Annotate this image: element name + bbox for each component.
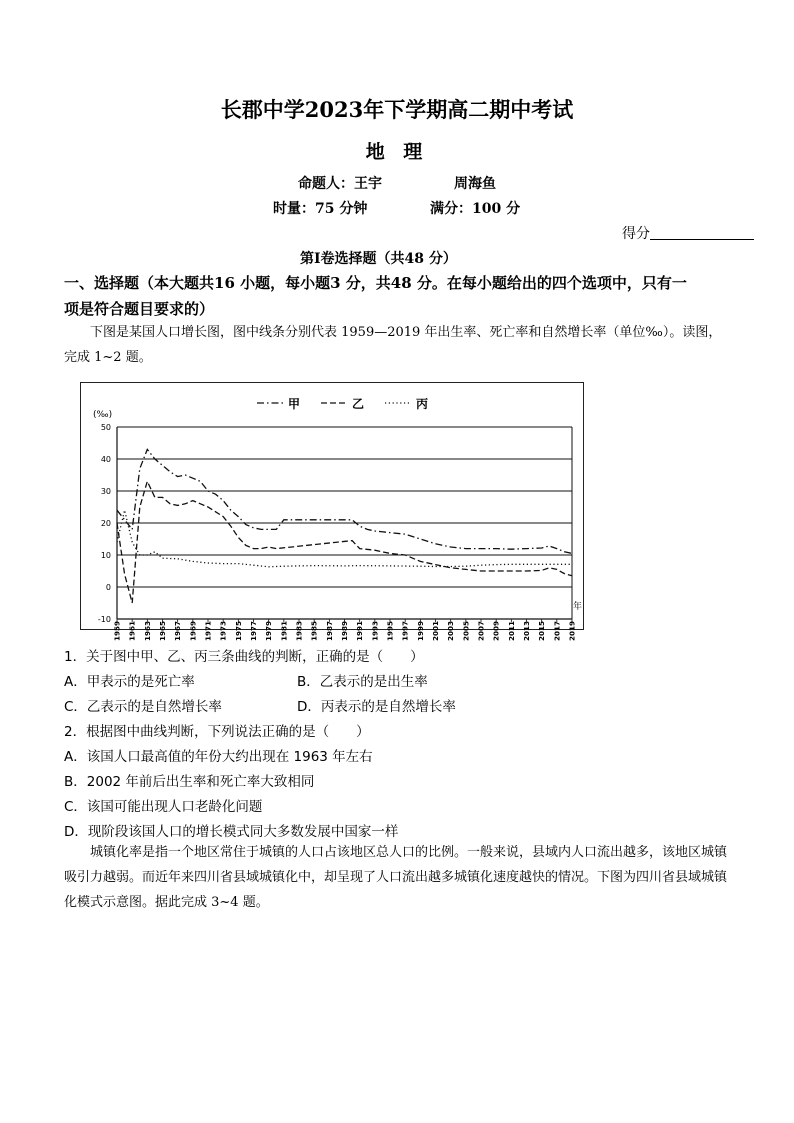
series-line-乙: [117, 481, 572, 603]
x-tick-label: 2013: [522, 621, 531, 642]
question-2-option-d[interactable]: D．现阶段该国人口的增长模式同大多数发展中国家一样: [64, 824, 399, 840]
subject-title: 地 理: [365, 141, 429, 163]
score-field: [622, 223, 754, 243]
x-tick-label: 1965: [158, 621, 167, 642]
x-axis-suffix: 年: [573, 602, 583, 612]
question-2-option-b[interactable]: B．2002 年前后出生率和死亡率大致相同: [64, 774, 315, 790]
question-2-option-a[interactable]: A．该国人口最高值的年份大约出现在 1963 年左右: [64, 749, 373, 765]
x-tick-label: 1991: [355, 621, 365, 642]
y-tick-label: 40: [100, 455, 111, 464]
question-1-option-a[interactable]: A．甲表示的是死亡率: [64, 674, 195, 690]
x-tick-label: 2007: [476, 621, 486, 642]
x-tick-label: 2005: [461, 621, 471, 642]
series-line-甲: [117, 449, 572, 553]
y-tick-label: 30: [100, 487, 111, 496]
population-chart: [80, 382, 584, 642]
exam-title: 长郡中学2023年下学期高二期中考试: [220, 97, 574, 122]
legend-label-丙: 丙: [416, 397, 429, 411]
x-tick-label: 1999: [415, 621, 425, 642]
question-1-option-c[interactable]: C．乙表示的是自然增长率: [64, 699, 222, 715]
x-tick-label: 2015: [537, 621, 547, 642]
question-2-stem: 2．根据图中曲线判断，下列说法正确的是（ ）: [64, 724, 370, 740]
x-tick-label: 1993: [370, 621, 380, 642]
y-tick-label: 50: [100, 423, 111, 432]
x-tick-label: 2003: [446, 621, 456, 642]
authors-second: 周海鱼: [454, 176, 496, 192]
x-tick-label: 1961: [127, 621, 137, 642]
x-tick-label: 1987: [324, 621, 334, 642]
time-label: 时量：75 分钟: [273, 201, 368, 217]
x-tick-label: 1985: [309, 621, 319, 642]
y-tick-label: 10: [100, 551, 111, 560]
y-unit-label: (‰): [93, 410, 113, 420]
x-tick-label: 1995: [385, 621, 395, 642]
question-1-option-b[interactable]: B．乙表示的是出生率: [297, 674, 428, 690]
score-field-label: 得分: [622, 226, 650, 242]
population-chart-svg: [81, 383, 583, 642]
y-tick-label: -10: [97, 615, 111, 624]
x-tick-label: 1973: [218, 621, 228, 642]
score-blank[interactable]: [650, 225, 754, 240]
x-tick-label: 1975: [233, 621, 243, 642]
score-label: 满分：100 分: [430, 201, 521, 217]
x-tick-label: 2019: [567, 621, 577, 642]
question-1-stem: 1．关于图中甲、乙、丙三条曲线的判断，正确的是（ ）: [64, 649, 424, 665]
authors-label: 命题人：王宇: [298, 176, 382, 192]
passage-1: 下图是某国人口增长图，图中线条分别代表 1959—2019 年出生率、死亡率和自然增长率（单位‰）。读图，完成 1~2 题。: [64, 325, 722, 365]
x-tick-label: 1989: [340, 621, 349, 642]
x-tick-label: 1997: [400, 621, 410, 642]
question-2-option-c[interactable]: C．该国可能出现人口老龄化问题: [64, 799, 263, 815]
x-tick-label: 2011: [506, 621, 516, 642]
x-tick-label: 1983: [294, 621, 304, 642]
x-tick-label: 1977: [249, 621, 258, 642]
x-tick-label: 1967: [173, 621, 183, 642]
x-tick-label: 2001: [431, 621, 440, 642]
section-instructions-1: 一、选择题（本大题共16 小题，每小题3 分，共48 分。在每小题给出的四个选项中，只有一: [64, 274, 687, 292]
x-tick-label: 1979: [264, 621, 274, 642]
volume-title: 第Ⅰ卷选择题（共48 分）: [300, 251, 457, 267]
legend-label-甲: 甲: [288, 397, 301, 411]
y-tick-label: 20: [100, 519, 111, 528]
passage-2: 城镇化率是指一个地区常住于城镇的人口占该地区总人口的比例。一般来说，县域内人口流出越多，该地区城镇吸引力越弱。而近年来四川省县域城镇化中，却呈现了人口流出越多城镇化速度越快的情况。下图为四川省县域城镇化模式示意图。据此完成 3~4 题。: [64, 845, 728, 910]
legend-label-乙: 乙: [352, 397, 365, 411]
x-tick-label: 2017: [552, 621, 562, 642]
x-tick-label: 1959: [112, 621, 122, 642]
x-tick-label: 1981: [279, 621, 289, 642]
y-tick-label: 0: [105, 583, 111, 592]
question-1-option-d[interactable]: D．丙表示的是自然增长率: [297, 699, 456, 715]
series-line-丙: [117, 510, 572, 567]
x-tick-label: 1971: [203, 621, 213, 642]
x-tick-label: 1969: [188, 621, 198, 642]
section-instructions-2: 项是符合题目要求的）: [64, 300, 215, 318]
x-tick-label: 2009: [491, 621, 501, 642]
x-tick-label: 1963: [142, 621, 152, 642]
